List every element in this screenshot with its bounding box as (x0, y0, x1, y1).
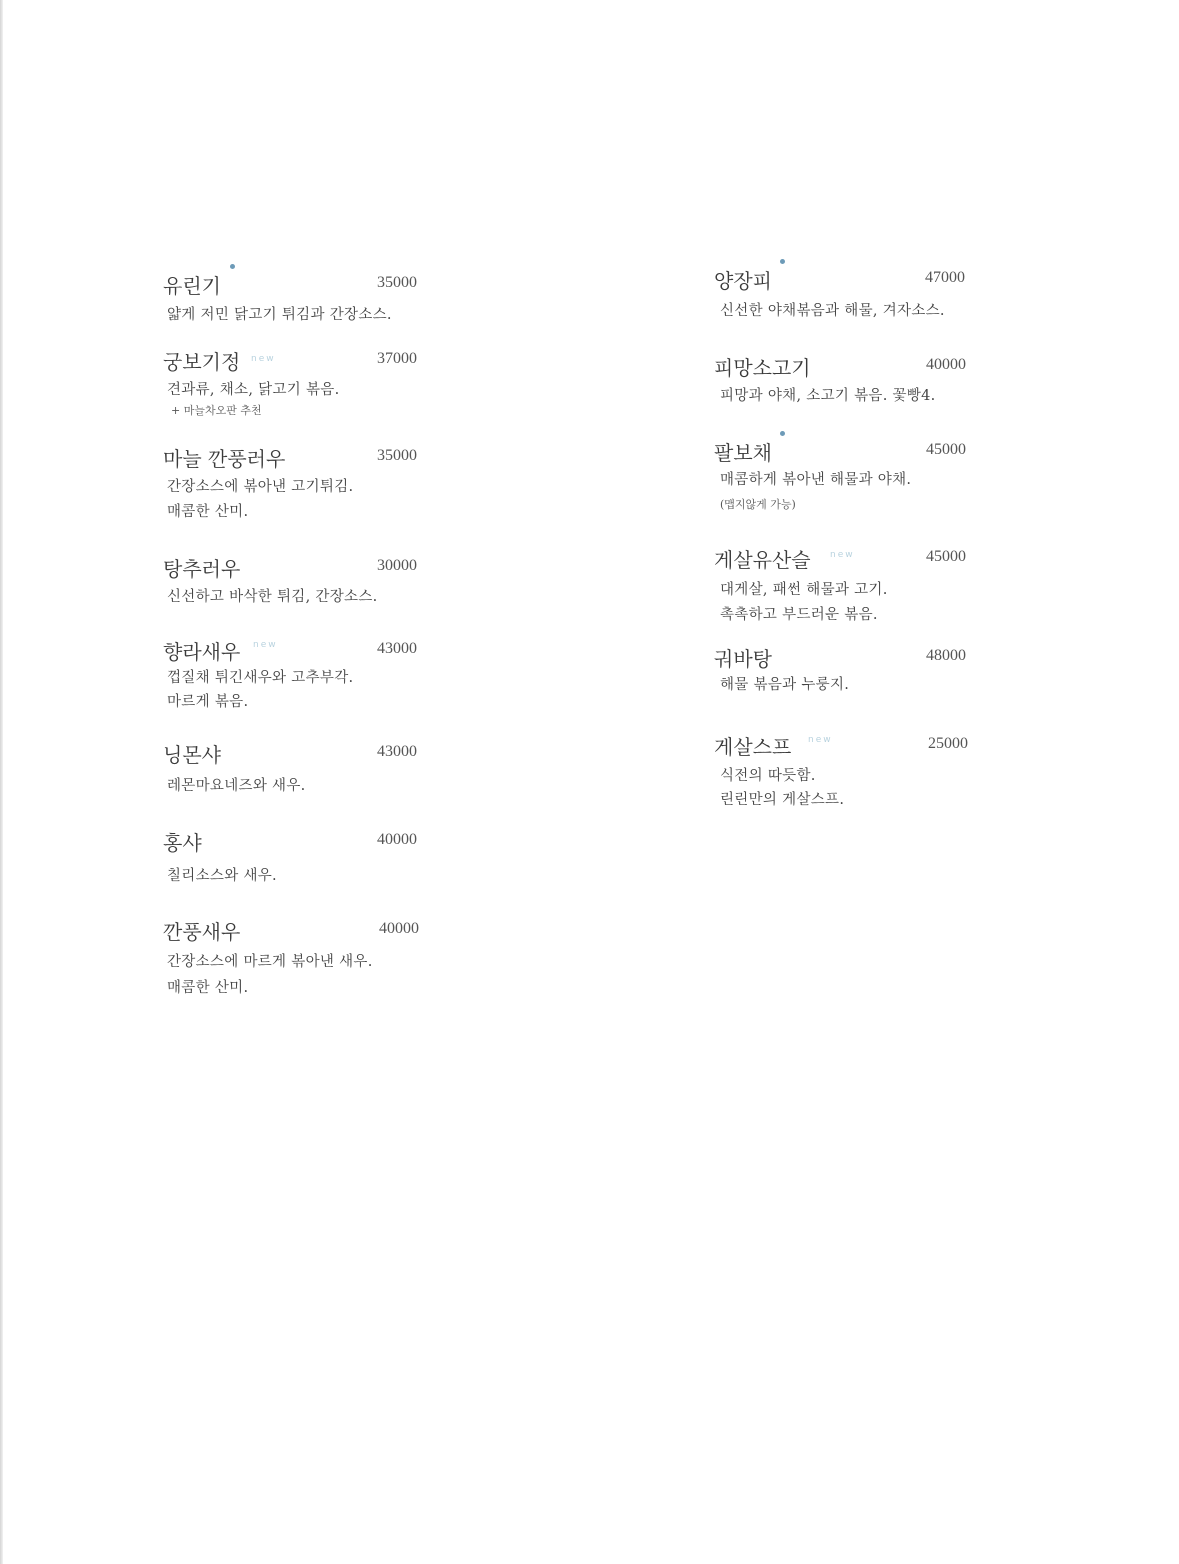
item-name: 탕추러우 (163, 557, 241, 581)
page-edge (0, 0, 3, 1564)
item-name: 게살스프 (714, 735, 792, 759)
signature-dot-icon (230, 264, 235, 269)
item-price: 43000 (377, 640, 417, 657)
item-name: 마늘 깐풍러우 (163, 447, 286, 471)
item-desc: 껍질채 튀긴새우와 고추부각. (167, 670, 354, 686)
item-name: 양장피 (714, 269, 772, 293)
new-tag: new (251, 354, 276, 364)
new-tag: new (830, 550, 855, 560)
item-desc: 신선한 야채볶음과 해물, 겨자소스. (720, 303, 945, 319)
item-desc: 식전의 따듯함. (720, 768, 816, 784)
item-name: 궁보기정 (163, 350, 241, 374)
item-price: 43000 (377, 743, 417, 760)
item-desc: 해물 볶음과 누룽지. (720, 677, 850, 693)
signature-dot-icon (780, 259, 785, 264)
item-name: 게살유산슬 (714, 548, 811, 572)
item-desc: 견과류, 채소, 닭고기 볶음. (167, 382, 340, 398)
new-tag: new (253, 640, 278, 650)
item-price: 37000 (377, 350, 417, 367)
item-name: 궈바탕 (714, 647, 772, 671)
item-name: 피망소고기 (714, 356, 811, 380)
item-desc: 간장소스에 마르게 볶아낸 새우. (167, 954, 373, 970)
item-note: + 마늘차오판 추천 (171, 404, 262, 417)
item-name: 유린기 (163, 274, 221, 298)
item-price: 40000 (377, 831, 417, 848)
item-desc: 린린만의 게살스프. (720, 792, 845, 808)
item-price: 45000 (926, 441, 966, 458)
item-desc: 대게살, 패썬 해물과 고기. (720, 582, 888, 598)
item-price: 35000 (377, 274, 417, 291)
item-price: 35000 (377, 447, 417, 464)
item-desc: 매콤한 산미. (167, 504, 249, 520)
item-desc: 매콤한 산미. (167, 980, 249, 996)
item-name: 깐풍새우 (163, 920, 241, 944)
item-name: 닝몬샤 (163, 743, 221, 767)
item-name: 홍샤 (163, 831, 202, 855)
new-tag: new (808, 735, 833, 745)
item-note: (맵지않게 가능) (720, 498, 796, 511)
item-price: 40000 (926, 356, 966, 373)
item-desc: 피망과 야채, 소고기 볶음. 꽃빵4. (720, 388, 936, 404)
item-desc: 매콤하게 볶아낸 해물과 야채. (720, 472, 912, 488)
item-desc: 얇게 저민 닭고기 튀김과 간장소스. (167, 307, 392, 323)
item-price: 48000 (926, 647, 966, 664)
item-desc: 마르게 볶음. (167, 694, 249, 710)
item-price: 30000 (377, 557, 417, 574)
item-name: 향라새우 (163, 640, 241, 664)
signature-dot-icon (780, 431, 785, 436)
item-desc: 간장소스에 볶아낸 고기튀김. (167, 479, 354, 495)
item-price: 47000 (925, 269, 965, 286)
item-price: 45000 (926, 548, 966, 565)
item-price: 40000 (379, 920, 419, 937)
item-price: 25000 (928, 735, 968, 752)
item-name: 팔보채 (714, 441, 772, 465)
item-desc: 촉촉하고 부드러운 볶음. (720, 607, 878, 623)
item-desc: 신선하고 바삭한 튀김, 간장소스. (167, 589, 378, 605)
item-desc: 레몬마요네즈와 새우. (167, 778, 306, 794)
item-desc: 칠리소스와 새우. (167, 868, 277, 884)
